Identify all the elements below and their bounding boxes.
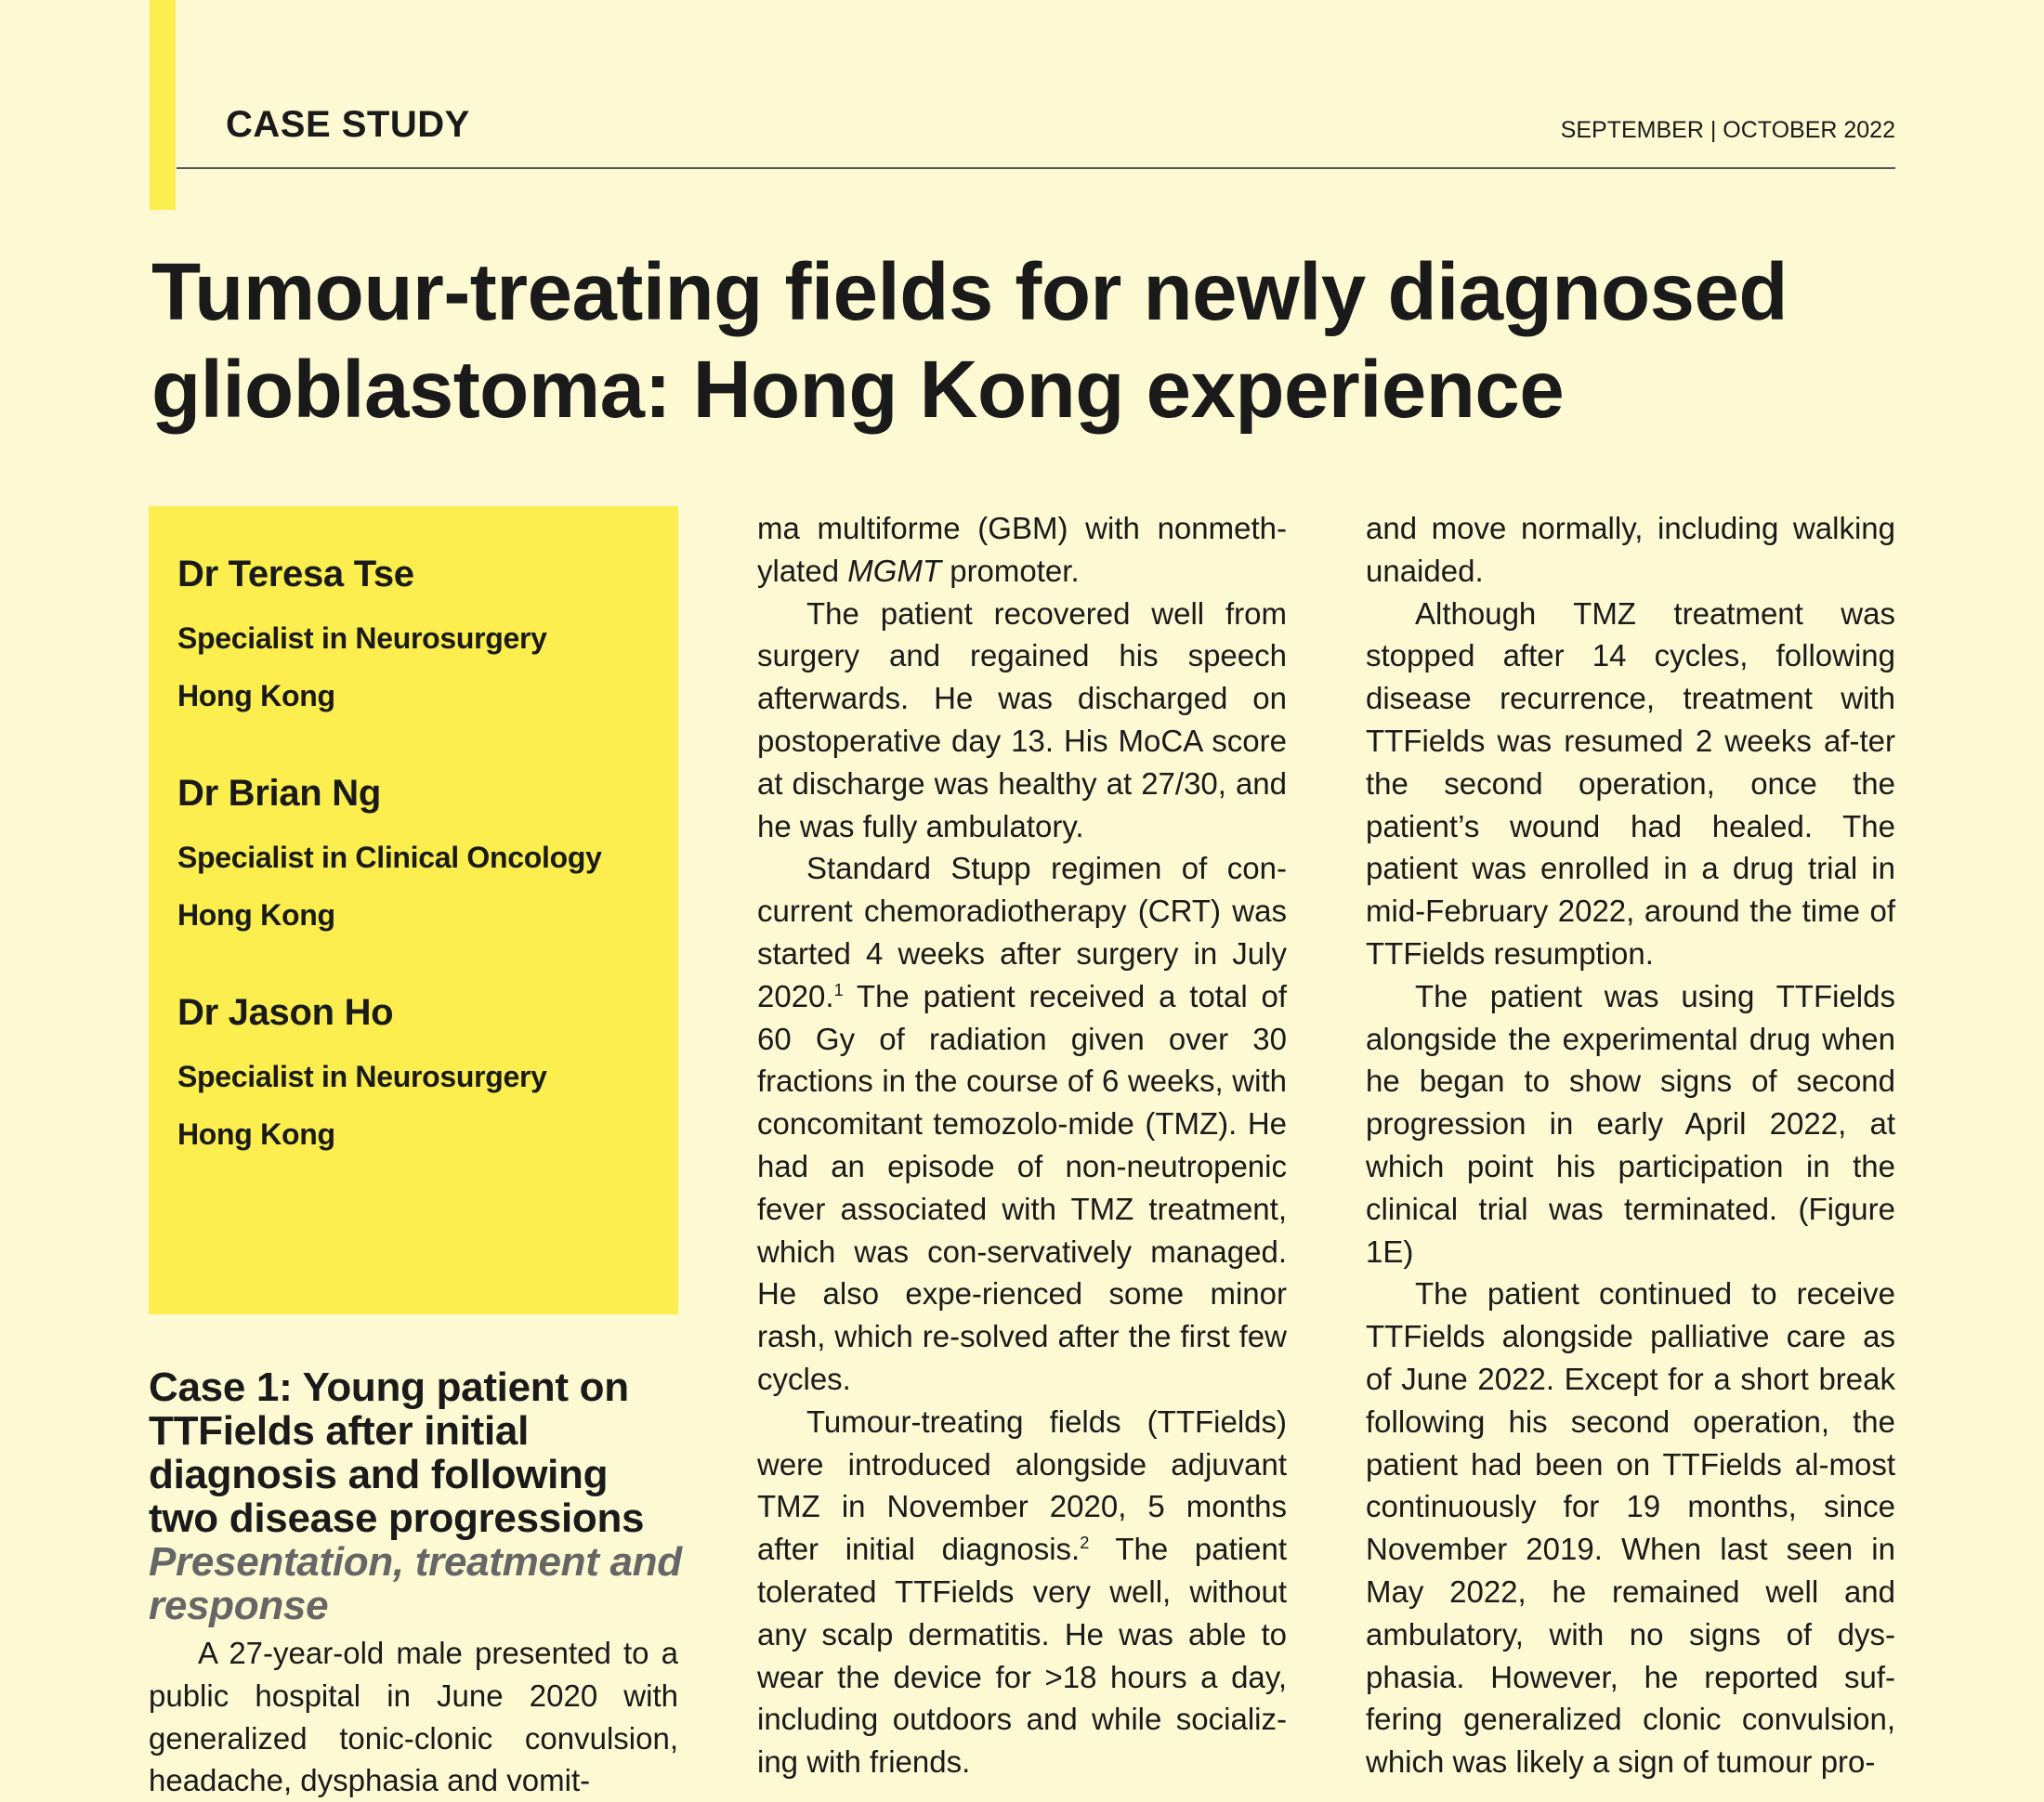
paragraph: Although TMZ treatment was stopped after 14 cycles, following disease recurrence, treatment with TTFields was resumed 2 weeks af-ter the second operation, once the patient’s wound had healed. The patient was enrolled in a drug trial in mid-February 2022, around the time of TTFields resumption. <box>1366 595 1895 971</box>
text-run: The patient received a total of 60 Gy of radiation given over 30 fractions in the course of 6 weeks, with concomitant temozolo-mide (TMZ). He had an episode of non-neutropenic fever associated with TMZ treatment, which was con-servatively managed. He also expe-rienced some minor rash, which re-solved after the first few cycles. <box>757 978 1287 1396</box>
case-1-subheading: Presentation, treatment and response <box>149 1539 682 1628</box>
gene-name: MGMT <box>847 553 942 588</box>
author-name: Dr Brian Ng <box>177 773 381 814</box>
text-run: promoter. <box>941 553 1080 588</box>
text-run: ma multiforme (GBM) with nonmeth-ylated <box>757 511 1287 588</box>
author-name: Dr Jason Ho <box>177 992 394 1033</box>
title-line-1: Tumour-treating fields for newly diagnosed <box>151 247 1788 337</box>
author-location: Hong Kong <box>177 679 335 712</box>
issue-date: SEPTEMBER | OCTOBER 2022 <box>1560 117 1895 143</box>
author-card <box>177 553 678 714</box>
author-specialty: Specialist in Neurosurgery <box>177 621 547 655</box>
author-card <box>177 772 678 934</box>
paragraph: The patient was using TTFields alongside the experimental drug when he began to show signs of second progression in early April 2022, at which point his participation in the clinical trial was terminated. (Figure 1E) <box>1366 978 1895 1269</box>
text-run: Standard Stupp regimen of con-current chemoradiotherapy (CRT) was started 4 weeks after surgery in July 2020. <box>757 851 1287 1013</box>
author-specialty: Specialist in Neurosurgery <box>177 1060 547 1093</box>
author-card <box>177 991 678 1153</box>
paragraph <box>757 847 1287 1400</box>
section-label: CASE STUDY <box>226 104 470 145</box>
paragraph <box>757 1401 1287 1783</box>
title-line-2: glioblastoma: Hong Kong experience <box>151 345 1565 435</box>
paragraph <box>757 507 1287 593</box>
text-column-3 <box>1366 507 1895 1783</box>
text-column-2 <box>757 507 1287 1783</box>
paragraph: A 27-year-old male presented to a public hospital in June 2020 with generalized tonic-clonic convulsion, headache, dysphasia and vomit- <box>149 1636 678 1798</box>
case-1-heading: Case 1: Young patient on TTFields after initial diagnosis and following two disease progressions <box>149 1365 645 1541</box>
article-title <box>151 243 1917 438</box>
author-location: Hong Kong <box>177 898 335 932</box>
author-box <box>149 506 678 1314</box>
reference-marker: 1 <box>833 980 844 999</box>
header-divider <box>177 167 1895 169</box>
text-run: Tumour-treating fields (TTFields) were introduced alongside adjuvant TMZ in November 2020, 5 months after initial diagnosis. <box>757 1404 1287 1567</box>
reference-marker: 2 <box>1080 1534 1090 1553</box>
paragraph: The patient recovered well from surgery and regained his speech afterwards. He was discharged on postoperative day 13. His MoCA score at discharge was healthy at 27/30, and he was fully ambulatory. <box>757 595 1287 843</box>
paragraph: The patient continued to receive TTFields alongside palliative care as of June 2022. Except for a short break following his second operation, the patient had been on TTFields al-most continuously for 19 months, since November 2019. When last seen in May 2022, he remained well and ambulatory, with no signs of dys-phasia. However, he reported suf-fering generalized clonic convulsion, which was likely a sign of tumour pro- <box>1366 1276 1895 1780</box>
author-name: Dr Teresa Tse <box>177 554 414 594</box>
text-run: The patient tolerated TTFields very well, without any scalp dermatitis. He was able to wear the device for >18 hours a day, including outdoors and while socializ-ing with friends. <box>757 1532 1288 1780</box>
text-column-1 <box>149 1632 678 1802</box>
paragraph: and move normally, including walking unaided. <box>1366 511 1895 588</box>
author-location: Hong Kong <box>177 1117 335 1151</box>
author-specialty: Specialist in Clinical Oncology <box>177 841 602 874</box>
accent-bar <box>150 0 176 210</box>
